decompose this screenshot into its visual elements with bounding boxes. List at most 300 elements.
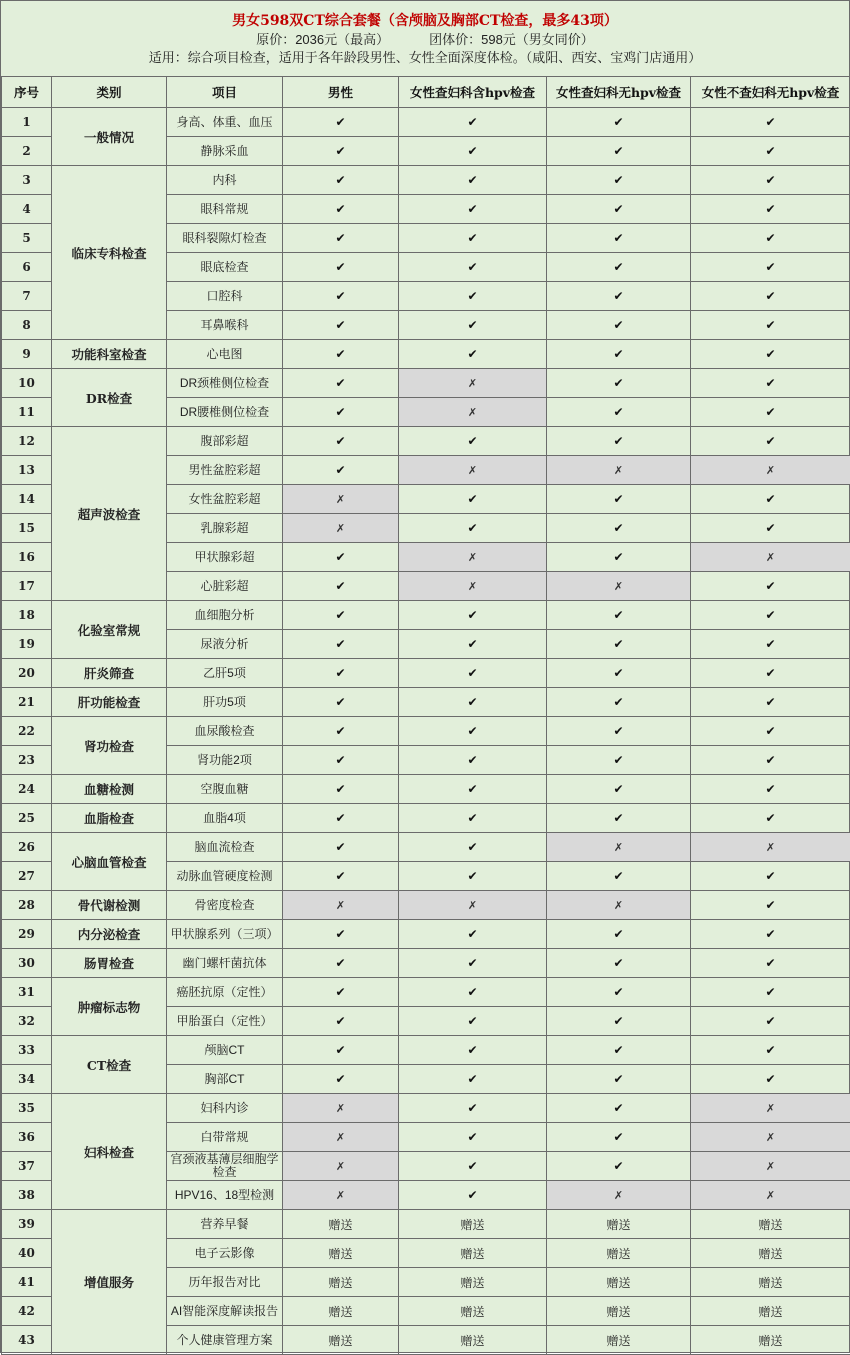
- gift-cell-female-gyn-no-hpv: [547, 1210, 691, 1239]
- check-icon: ✔: [467, 1130, 477, 1144]
- excluded-cell-female-gyn-no-hpv: [547, 833, 691, 862]
- table-row: [2, 920, 850, 949]
- gift-text: 赠送: [606, 1247, 630, 1261]
- row-number: 22: [2, 717, 52, 746]
- table-row: [2, 775, 850, 804]
- gift-text: 赠送: [758, 1247, 782, 1261]
- check-icon: ✔: [335, 637, 345, 651]
- included-cell-female-no-gyn: [691, 688, 850, 717]
- included-cell-male: [283, 630, 399, 659]
- item-name: 腹部彩超: [167, 427, 283, 456]
- check-icon: ✔: [613, 1130, 623, 1144]
- row-number: 16: [2, 543, 52, 572]
- check-icon: ✔: [467, 985, 477, 999]
- package-title: 男女598双CT综合套餐（含颅脑及胸部CT检查，最多43项）: [1, 11, 849, 31]
- col-header-no: 序号: [2, 77, 52, 108]
- included-cell-female-no-gyn: [691, 1036, 850, 1065]
- included-cell-female-no-gyn: [691, 1065, 850, 1094]
- excluded-cell-male: [283, 1094, 399, 1123]
- item-name: 白带常规: [167, 1123, 283, 1152]
- excluded-cell-female-gyn-hpv: [399, 543, 547, 572]
- included-cell-female-gyn-no-hpv: [547, 978, 691, 1007]
- included-cell-female-gyn-hpv: [399, 166, 547, 195]
- included-cell-female-no-gyn: [691, 398, 850, 427]
- included-cell-male: [283, 166, 399, 195]
- col-header-female-gyn-hpv: 女性查妇科含hpv检查: [399, 77, 547, 108]
- item-name: 男性盆腔彩超: [167, 456, 283, 485]
- cross-icon: ✗: [468, 552, 477, 564]
- check-icon: ✔: [765, 753, 775, 767]
- gift-text: 赠送: [606, 1218, 630, 1232]
- excluded-cell-female-gyn-no-hpv: [547, 572, 691, 601]
- item-name: 心脏彩超: [167, 572, 283, 601]
- category-cell: 肠胃检查: [52, 949, 167, 978]
- item-name: HPV16、18型检测: [167, 1181, 283, 1210]
- check-icon: ✔: [335, 724, 345, 738]
- item-name: DR腰椎侧位检查: [167, 398, 283, 427]
- check-icon: ✔: [613, 405, 623, 419]
- row-number: 31: [2, 978, 52, 1007]
- check-icon: ✔: [467, 724, 477, 738]
- included-cell-female-gyn-no-hpv: [547, 253, 691, 282]
- category-cell: 内分泌检查: [52, 920, 167, 949]
- group-price: 团体价：598元（男女同价）: [429, 31, 594, 49]
- gift-text: 赠送: [758, 1305, 782, 1319]
- included-cell-female-gyn-no-hpv: [547, 485, 691, 514]
- included-cell-female-no-gyn: [691, 224, 850, 253]
- gift-text: 赠送: [606, 1334, 630, 1348]
- excluded-cell-female-gyn-hpv: [399, 456, 547, 485]
- check-icon: ✔: [335, 144, 345, 158]
- check-icon: ✔: [613, 666, 623, 680]
- included-cell-female-gyn-no-hpv: [547, 311, 691, 340]
- included-cell-female-no-gyn: [691, 804, 850, 833]
- category-cell: 增值服务: [52, 1210, 167, 1355]
- check-icon: ✔: [765, 956, 775, 970]
- gift-cell-female-gyn-hpv: [399, 1210, 547, 1239]
- cross-icon: ✗: [766, 842, 775, 854]
- included-cell-female-gyn-no-hpv: [547, 688, 691, 717]
- cross-icon: ✗: [468, 378, 477, 390]
- row-number: 18: [2, 601, 52, 630]
- included-cell-female-no-gyn: [691, 427, 850, 456]
- included-cell-female-no-gyn: [691, 775, 850, 804]
- cross-icon: ✗: [614, 900, 623, 912]
- item-name: 胸部CT: [167, 1065, 283, 1094]
- item-name: 癌胚抗原（定性）: [167, 978, 283, 1007]
- check-icon: ✔: [335, 927, 345, 941]
- check-icon: ✔: [765, 318, 775, 332]
- included-cell-female-gyn-hpv: [399, 1181, 547, 1210]
- check-icon: ✔: [335, 115, 345, 129]
- check-icon: ✔: [765, 492, 775, 506]
- item-name: 肾功能2项: [167, 746, 283, 775]
- item-name: 眼底检查: [167, 253, 283, 282]
- included-cell-male: [283, 746, 399, 775]
- row-number: 10: [2, 369, 52, 398]
- check-icon: ✔: [613, 347, 623, 361]
- table-row: [2, 978, 850, 1007]
- included-cell-female-gyn-hpv: [399, 340, 547, 369]
- category-cell: 血脂检查: [52, 804, 167, 833]
- check-icon: ✔: [613, 434, 623, 448]
- included-cell-female-gyn-no-hpv: [547, 1007, 691, 1036]
- cross-icon: ✗: [336, 1103, 345, 1115]
- row-number: 20: [2, 659, 52, 688]
- item-name: 甲状腺系列（三项）: [167, 920, 283, 949]
- included-cell-female-gyn-hpv: [399, 195, 547, 224]
- included-cell-female-gyn-hpv: [399, 804, 547, 833]
- included-cell-female-gyn-no-hpv: [547, 1094, 691, 1123]
- included-cell-male: [283, 833, 399, 862]
- gift-cell-male: [283, 1326, 399, 1355]
- table-row: [2, 833, 850, 862]
- gift-cell-female-no-gyn: [691, 1210, 850, 1239]
- cross-icon: ✗: [336, 1161, 345, 1173]
- check-icon: ✔: [765, 376, 775, 390]
- included-cell-female-no-gyn: [691, 137, 850, 166]
- check-icon: ✔: [335, 1014, 345, 1028]
- check-icon: ✔: [335, 289, 345, 303]
- item-name: 身高、体重、血压: [167, 108, 283, 137]
- gift-cell-female-gyn-hpv: [399, 1297, 547, 1326]
- included-cell-female-no-gyn: [691, 282, 850, 311]
- check-icon: ✔: [765, 1014, 775, 1028]
- category-cell: 心脑血管检查: [52, 833, 167, 891]
- included-cell-female-gyn-no-hpv: [547, 949, 691, 978]
- item-name: 个人健康管理方案: [167, 1326, 283, 1355]
- included-cell-female-gyn-no-hpv: [547, 427, 691, 456]
- excluded-cell-female-no-gyn: [691, 543, 850, 572]
- included-cell-female-gyn-hpv: [399, 253, 547, 282]
- category-cell: 一般情况: [52, 108, 167, 166]
- check-icon: ✔: [613, 202, 623, 216]
- excluded-cell-male: [283, 514, 399, 543]
- row-number: 35: [2, 1094, 52, 1123]
- item-name: 骨密度检查: [167, 891, 283, 920]
- table-row: [2, 949, 850, 978]
- included-cell-female-gyn-hpv: [399, 862, 547, 891]
- check-icon: ✔: [467, 202, 477, 216]
- check-icon: ✔: [613, 1014, 623, 1028]
- included-cell-female-gyn-no-hpv: [547, 1036, 691, 1065]
- row-number: 1: [2, 108, 52, 137]
- check-icon: ✔: [765, 695, 775, 709]
- row-number: 41: [2, 1268, 52, 1297]
- included-cell-female-gyn-hpv: [399, 775, 547, 804]
- included-cell-male: [283, 1007, 399, 1036]
- check-icon: ✔: [613, 637, 623, 651]
- gift-text: 赠送: [460, 1218, 484, 1232]
- row-number: 11: [2, 398, 52, 427]
- check-icon: ✔: [467, 434, 477, 448]
- check-icon: ✔: [467, 1043, 477, 1057]
- original-price: 原价：2036元（最高）: [256, 31, 389, 49]
- check-icon: ✔: [335, 956, 345, 970]
- check-icon: ✔: [335, 202, 345, 216]
- included-cell-female-gyn-no-hpv: [547, 862, 691, 891]
- check-icon: ✔: [765, 666, 775, 680]
- check-icon: ✔: [613, 985, 623, 999]
- row-number: 29: [2, 920, 52, 949]
- category-cell: CT检查: [52, 1036, 167, 1094]
- included-cell-female-gyn-no-hpv: [547, 659, 691, 688]
- package-header: [1, 1, 849, 76]
- included-cell-female-gyn-no-hpv: [547, 920, 691, 949]
- check-icon: ✔: [613, 260, 623, 274]
- included-cell-female-gyn-no-hpv: [547, 195, 691, 224]
- included-cell-male: [283, 949, 399, 978]
- category-cell: 肿瘤标志物: [52, 978, 167, 1036]
- gift-text: 赠送: [606, 1305, 630, 1319]
- check-icon: ✔: [613, 115, 623, 129]
- included-cell-female-gyn-no-hpv: [547, 398, 691, 427]
- check-icon: ✔: [467, 1101, 477, 1115]
- included-cell-male: [283, 717, 399, 746]
- table-row: [2, 108, 850, 137]
- included-cell-female-gyn-no-hpv: [547, 108, 691, 137]
- included-cell-female-no-gyn: [691, 253, 850, 282]
- check-icon: ✔: [765, 289, 775, 303]
- item-name: 眼科常规: [167, 195, 283, 224]
- row-number: 38: [2, 1181, 52, 1210]
- excluded-cell-female-gyn-hpv: [399, 572, 547, 601]
- excluded-cell-female-gyn-hpv: [399, 398, 547, 427]
- item-name: 历年报告对比: [167, 1268, 283, 1297]
- item-name: 口腔科: [167, 282, 283, 311]
- row-number: 36: [2, 1123, 52, 1152]
- row-number: 14: [2, 485, 52, 514]
- cross-icon: ✗: [766, 552, 775, 564]
- included-cell-female-gyn-no-hpv: [547, 1065, 691, 1094]
- gift-cell-female-gyn-no-hpv: [547, 1297, 691, 1326]
- row-number: 7: [2, 282, 52, 311]
- check-icon: ✔: [335, 840, 345, 854]
- check-icon: ✔: [765, 1072, 775, 1086]
- table-row: [2, 891, 850, 920]
- excluded-cell-female-no-gyn: [691, 1181, 850, 1210]
- check-icon: ✔: [765, 260, 775, 274]
- gift-text: 赠送: [328, 1305, 352, 1319]
- item-name: 血脂4项: [167, 804, 283, 833]
- included-cell-female-gyn-no-hpv: [547, 543, 691, 572]
- excluded-cell-female-gyn-no-hpv: [547, 1181, 691, 1210]
- table-body: [2, 108, 850, 1355]
- row-number: 27: [2, 862, 52, 891]
- check-icon: ✔: [467, 260, 477, 274]
- item-name: 动脉血管硬度检测: [167, 862, 283, 891]
- included-cell-female-no-gyn: [691, 166, 850, 195]
- included-cell-male: [283, 572, 399, 601]
- table-row: [2, 427, 850, 456]
- check-icon: ✔: [613, 492, 623, 506]
- check-icon: ✔: [467, 115, 477, 129]
- check-icon: ✔: [335, 550, 345, 564]
- check-icon: ✔: [467, 840, 477, 854]
- cross-icon: ✗: [614, 581, 623, 593]
- check-icon: ✔: [467, 231, 477, 245]
- included-cell-female-no-gyn: [691, 195, 850, 224]
- gift-cell-female-gyn-hpv: [399, 1268, 547, 1297]
- included-cell-female-gyn-hpv: [399, 601, 547, 630]
- included-cell-male: [283, 195, 399, 224]
- included-cell-female-gyn-no-hpv: [547, 369, 691, 398]
- cross-icon: ✗: [766, 1132, 775, 1144]
- check-icon: ✔: [765, 347, 775, 361]
- gift-cell-male: [283, 1268, 399, 1297]
- category-cell: 超声波检查: [52, 427, 167, 601]
- item-name: 耳鼻喉科: [167, 311, 283, 340]
- check-icon: ✔: [335, 231, 345, 245]
- category-cell: 肾功检查: [52, 717, 167, 775]
- included-cell-female-gyn-no-hpv: [547, 282, 691, 311]
- row-number: 12: [2, 427, 52, 456]
- included-cell-female-gyn-hpv: [399, 746, 547, 775]
- table-row: [2, 1036, 850, 1065]
- check-icon: ✔: [765, 608, 775, 622]
- check-icon: ✔: [613, 695, 623, 709]
- check-icon: ✔: [467, 869, 477, 883]
- check-icon: ✔: [765, 1043, 775, 1057]
- check-icon: ✔: [613, 1043, 623, 1057]
- check-icon: ✔: [765, 521, 775, 535]
- check-icon: ✔: [765, 405, 775, 419]
- gift-text: 赠送: [460, 1247, 484, 1261]
- included-cell-female-gyn-hpv: [399, 108, 547, 137]
- check-icon: ✔: [613, 1101, 623, 1115]
- included-cell-female-gyn-hpv: [399, 1123, 547, 1152]
- cross-icon: ✗: [468, 900, 477, 912]
- cross-icon: ✗: [336, 1190, 345, 1202]
- gift-text: 赠送: [328, 1218, 352, 1232]
- included-cell-female-no-gyn: [691, 630, 850, 659]
- item-name: 宫颈液基薄层细胞学检查: [167, 1152, 283, 1181]
- cross-icon: ✗: [766, 465, 775, 477]
- included-cell-male: [283, 224, 399, 253]
- included-cell-male: [283, 543, 399, 572]
- item-name: 乙肝5项: [167, 659, 283, 688]
- cross-icon: ✗: [336, 900, 345, 912]
- included-cell-female-no-gyn: [691, 949, 850, 978]
- excluded-cell-female-no-gyn: [691, 1123, 850, 1152]
- included-cell-female-no-gyn: [691, 746, 850, 775]
- included-cell-female-gyn-hpv: [399, 659, 547, 688]
- check-icon: ✔: [467, 637, 477, 651]
- gift-cell-female-gyn-no-hpv: [547, 1326, 691, 1355]
- included-cell-female-gyn-no-hpv: [547, 601, 691, 630]
- cross-icon: ✗: [468, 407, 477, 419]
- check-icon: ✔: [765, 869, 775, 883]
- check-icon: ✔: [765, 927, 775, 941]
- check-icon: ✔: [765, 985, 775, 999]
- included-cell-female-no-gyn: [691, 572, 850, 601]
- included-cell-male: [283, 601, 399, 630]
- check-icon: ✔: [335, 318, 345, 332]
- included-cell-female-no-gyn: [691, 369, 850, 398]
- excluded-cell-female-gyn-no-hpv: [547, 891, 691, 920]
- cross-icon: ✗: [614, 465, 623, 477]
- check-icon: ✔: [335, 753, 345, 767]
- check-icon: ✔: [467, 608, 477, 622]
- included-cell-female-no-gyn: [691, 340, 850, 369]
- check-icon: ✔: [467, 956, 477, 970]
- check-icon: ✔: [335, 434, 345, 448]
- included-cell-female-no-gyn: [691, 108, 850, 137]
- row-number: 25: [2, 804, 52, 833]
- included-cell-female-gyn-hpv: [399, 949, 547, 978]
- check-icon: ✔: [335, 260, 345, 274]
- included-cell-male: [283, 398, 399, 427]
- row-number: 13: [2, 456, 52, 485]
- check-icon: ✔: [467, 289, 477, 303]
- row-number: 43: [2, 1326, 52, 1355]
- check-icon: ✔: [335, 666, 345, 680]
- check-icon: ✔: [335, 782, 345, 796]
- table-row: [2, 369, 850, 398]
- included-cell-female-gyn-no-hpv: [547, 224, 691, 253]
- included-cell-male: [283, 253, 399, 282]
- check-icon: ✔: [467, 1159, 477, 1173]
- col-header-category: 类别: [52, 77, 167, 108]
- check-icon: ✔: [765, 724, 775, 738]
- col-header-female-gyn-no-hpv: 女性查妇科无hpv检查: [547, 77, 691, 108]
- category-cell: 功能科室检查: [52, 340, 167, 369]
- gift-text: 赠送: [328, 1276, 352, 1290]
- included-cell-male: [283, 340, 399, 369]
- row-number: 23: [2, 746, 52, 775]
- row-number: 30: [2, 949, 52, 978]
- check-icon: ✔: [765, 202, 775, 216]
- row-number: 21: [2, 688, 52, 717]
- included-cell-female-no-gyn: [691, 601, 850, 630]
- included-cell-female-gyn-hpv: [399, 920, 547, 949]
- check-icon: ✔: [613, 173, 623, 187]
- item-name: AI智能深度解读报告: [167, 1297, 283, 1326]
- included-cell-female-gyn-hpv: [399, 137, 547, 166]
- check-icon: ✔: [613, 231, 623, 245]
- check-icon: ✔: [467, 666, 477, 680]
- row-number: 33: [2, 1036, 52, 1065]
- check-icon: ✔: [335, 869, 345, 883]
- excluded-cell-female-gyn-hpv: [399, 369, 547, 398]
- included-cell-female-gyn-no-hpv: [547, 1123, 691, 1152]
- row-number: 32: [2, 1007, 52, 1036]
- included-cell-female-no-gyn: [691, 1007, 850, 1036]
- category-cell: 妇科检查: [52, 1094, 167, 1210]
- check-icon: ✔: [765, 144, 775, 158]
- cross-icon: ✗: [468, 465, 477, 477]
- item-name: 心电图: [167, 340, 283, 369]
- gift-cell-female-gyn-hpv: [399, 1326, 547, 1355]
- check-icon: ✔: [335, 347, 345, 361]
- included-cell-female-gyn-hpv: [399, 224, 547, 253]
- check-icon: ✔: [765, 434, 775, 448]
- cross-icon: ✗: [614, 1190, 623, 1202]
- check-icon: ✔: [765, 173, 775, 187]
- included-cell-female-gyn-no-hpv: [547, 630, 691, 659]
- included-cell-female-gyn-no-hpv: [547, 1152, 691, 1181]
- check-icon: ✔: [335, 405, 345, 419]
- item-name: 空腹血糖: [167, 775, 283, 804]
- included-cell-male: [283, 1036, 399, 1065]
- check-icon: ✔: [467, 1072, 477, 1086]
- check-icon: ✔: [765, 898, 775, 912]
- included-cell-female-gyn-hpv: [399, 1094, 547, 1123]
- included-cell-male: [283, 1065, 399, 1094]
- included-cell-female-no-gyn: [691, 485, 850, 514]
- package-table: [1, 76, 850, 1355]
- included-cell-male: [283, 456, 399, 485]
